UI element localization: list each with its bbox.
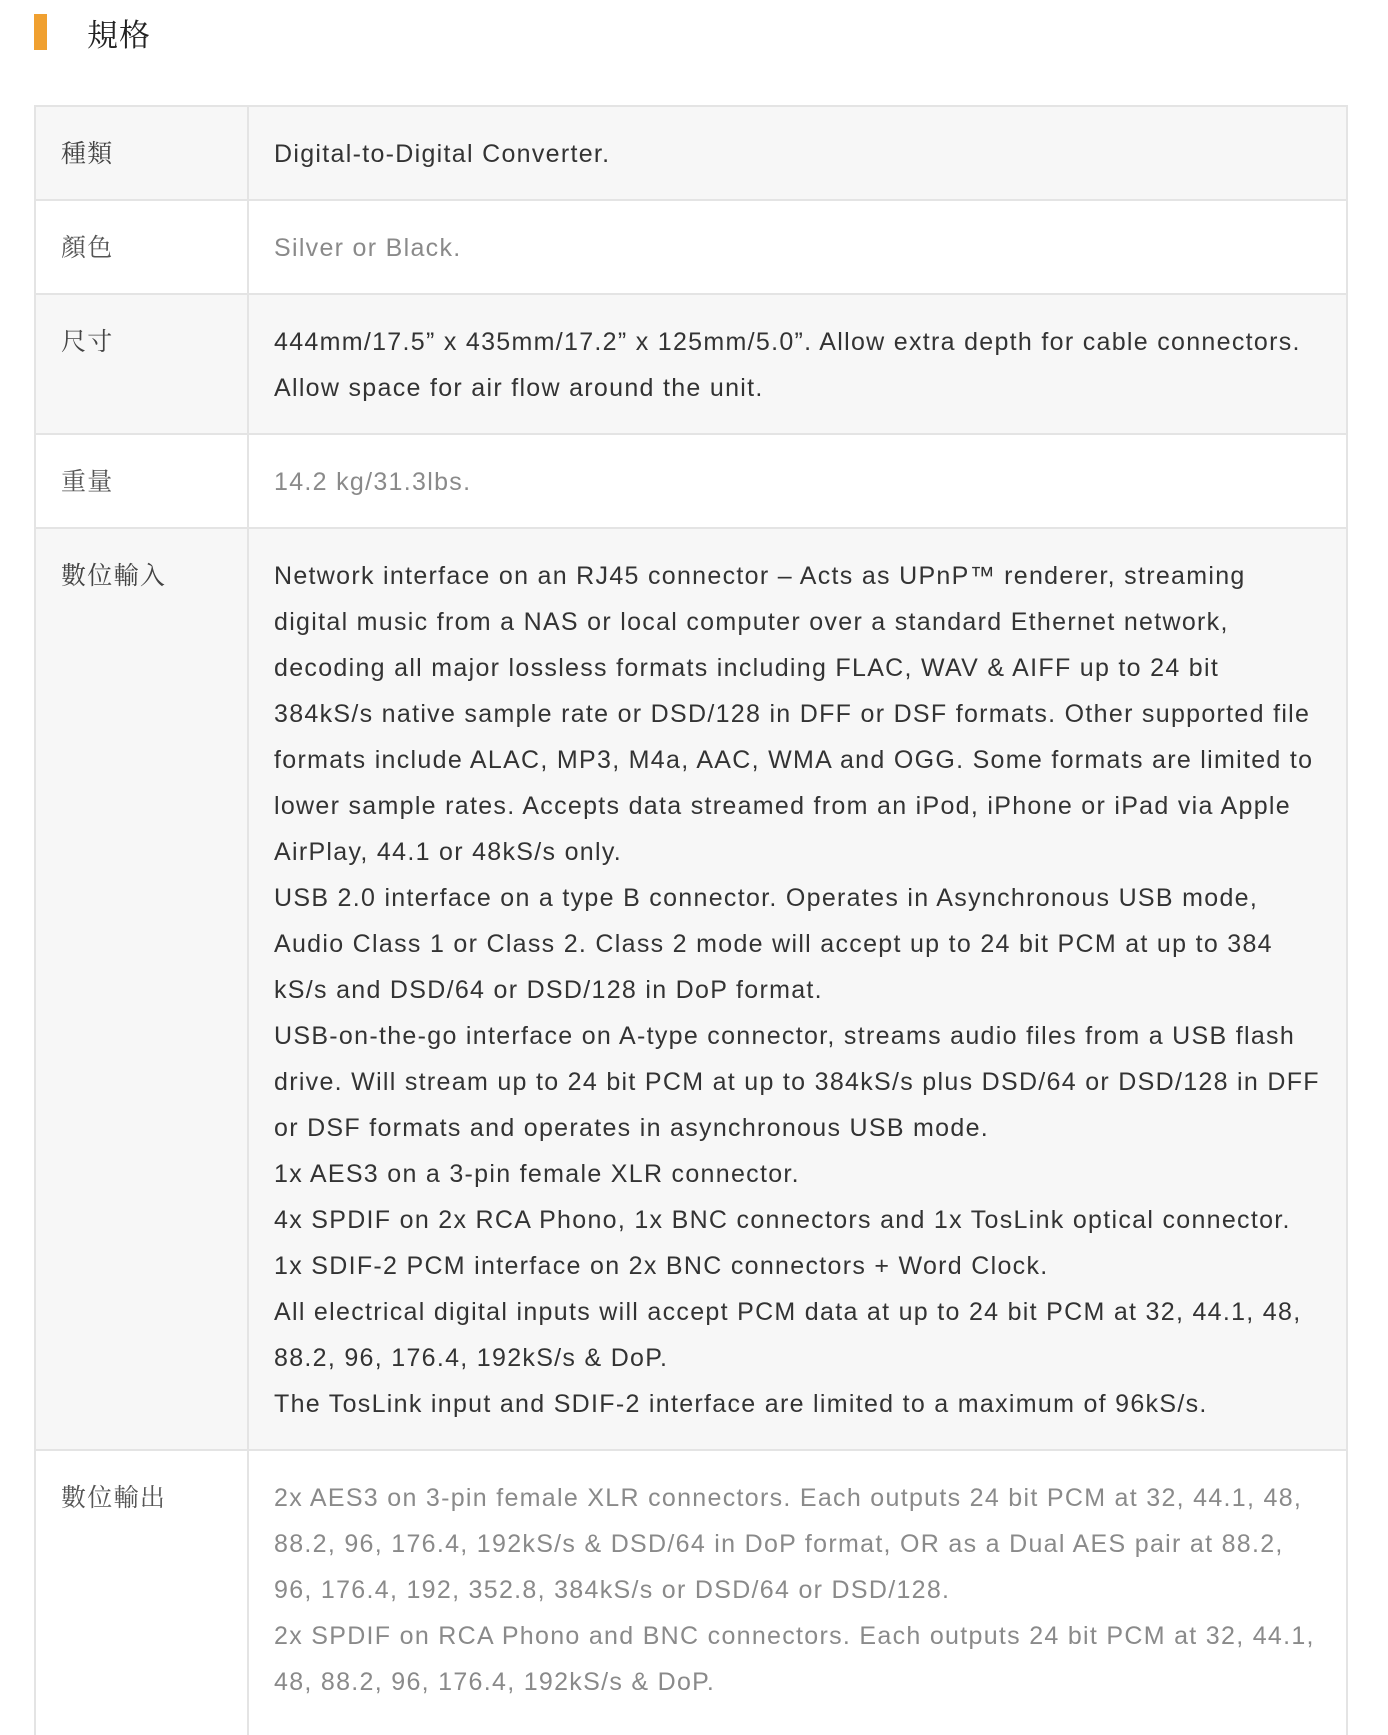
spec-value-cell (248, 528, 1347, 1450)
spec-label-cell (35, 200, 248, 294)
spec-label: 數位輸入 (61, 562, 167, 590)
spec-label: 種類 (61, 140, 114, 168)
spec-row-digital-inputs (35, 528, 1347, 1450)
spec-value-line: Network interface on an RJ45 connector – Acts as UPnP™ renderer, streaming digital music from a NAS or local computer over a standard Ethernet network, decoding all major lossless formats including FLAC, WAV & AIFF up to 24 bit 384kS/s native sample rate or DSD/128 in DFF or DSF formats. Other supported file formats include ALAC, MP3, M4a, AAC, WMA and OGG. Some formats are limited to lower sample rates. Accepts data streamed from an iPod, iPhone or iPad via Apple AirPlay, 44.1 or 48kS/s only. (274, 562, 1314, 866)
spec-value-line: 4x SPDIF on 2x RCA Phono, 1x BNC connectors and 1x TosLink optical connector. (274, 1206, 1291, 1234)
spec-row-color (35, 200, 1347, 294)
spec-row-dimensions (35, 294, 1347, 434)
spec-value-cell (248, 1450, 1347, 1735)
section-title: 規格 (87, 17, 151, 53)
spec-row-type (35, 106, 1347, 200)
spec-table (34, 105, 1348, 1735)
spec-label-cell (35, 528, 248, 1450)
spec-label: 尺寸 (61, 328, 114, 356)
spec-value-line: Digital-to-Digital Converter. (274, 140, 611, 168)
spec-value-line: 444mm/17.5” x 435mm/17.2” x 125mm/5.0”. Allow extra depth for cable connectors. Allow space for air flow around the unit. (274, 328, 1301, 402)
spec-value-cell (248, 106, 1347, 200)
spec-value-cell (248, 200, 1347, 294)
section-header (34, 12, 151, 52)
spec-label: 顏色 (61, 234, 114, 262)
spec-row-digital-outputs (35, 1450, 1347, 1735)
spec-label-cell (35, 294, 248, 434)
spec-value-line: Silver or Black. (274, 234, 462, 262)
spec-value-line: 1x SDIF-2 PCM interface on 2x BNC connectors + Word Clock. (274, 1252, 1049, 1280)
spec-label-cell (35, 1450, 248, 1735)
spec-value-cell (248, 294, 1347, 434)
spec-label-cell (35, 106, 248, 200)
spec-value-cell (248, 434, 1347, 528)
spec-value-line: All electrical digital inputs will accept PCM data at up to 24 bit PCM at 32, 44.1, 48, 88.2, 96, 176.4, 192kS/s & DoP. (274, 1298, 1302, 1372)
spec-value-line: 14.2 kg/31.3lbs. (274, 468, 472, 496)
spec-value-line: USB 2.0 interface on a type B connector. Operates in Asynchronous USB mode, Audio Class 1 or Class 2. Class 2 mode will accept up to 24 bit PCM at up to 384 kS/s and DSD/64 or DSD/128 in DoP format. (274, 884, 1273, 1004)
spec-value-line: 2x AES3 on 3-pin female XLR connectors. Each outputs 24 bit PCM at 32, 44.1, 48, 88.2, 96, 176.4, 192kS/s & DSD/64 in DoP format, OR as a Dual AES pair at 88.2, 96, 176.4, 192, 352.8, 384kS/s or DSD/64 or DSD/128. (274, 1484, 1303, 1604)
spec-value-line: 2x SPDIF on RCA Phono and BNC connectors. Each outputs 24 bit PCM at 32, 44.1, 48, 88.2, 96, 176.4, 192kS/s & DoP. (274, 1622, 1315, 1696)
spec-row-weight (35, 434, 1347, 528)
spec-label: 數位輸出 (61, 1484, 167, 1512)
spec-value-line: USB-on-the-go interface on A-type connector, streams audio files from a USB flash drive. Will stream up to 24 bit PCM at up to 384kS/s plus DSD/64 or DSD/128 in DFF or DSF formats and operates in asynchronous USB mode. (274, 1022, 1320, 1142)
spec-value-line: The TosLink input and SDIF-2 interface are limited to a maximum of 96kS/s. (274, 1390, 1208, 1418)
section-accent-bar (34, 14, 47, 50)
spec-value-line: 1x AES3 on a 3-pin female XLR connector. (274, 1160, 800, 1188)
spec-label-cell (35, 434, 248, 528)
spec-label: 重量 (61, 468, 114, 496)
